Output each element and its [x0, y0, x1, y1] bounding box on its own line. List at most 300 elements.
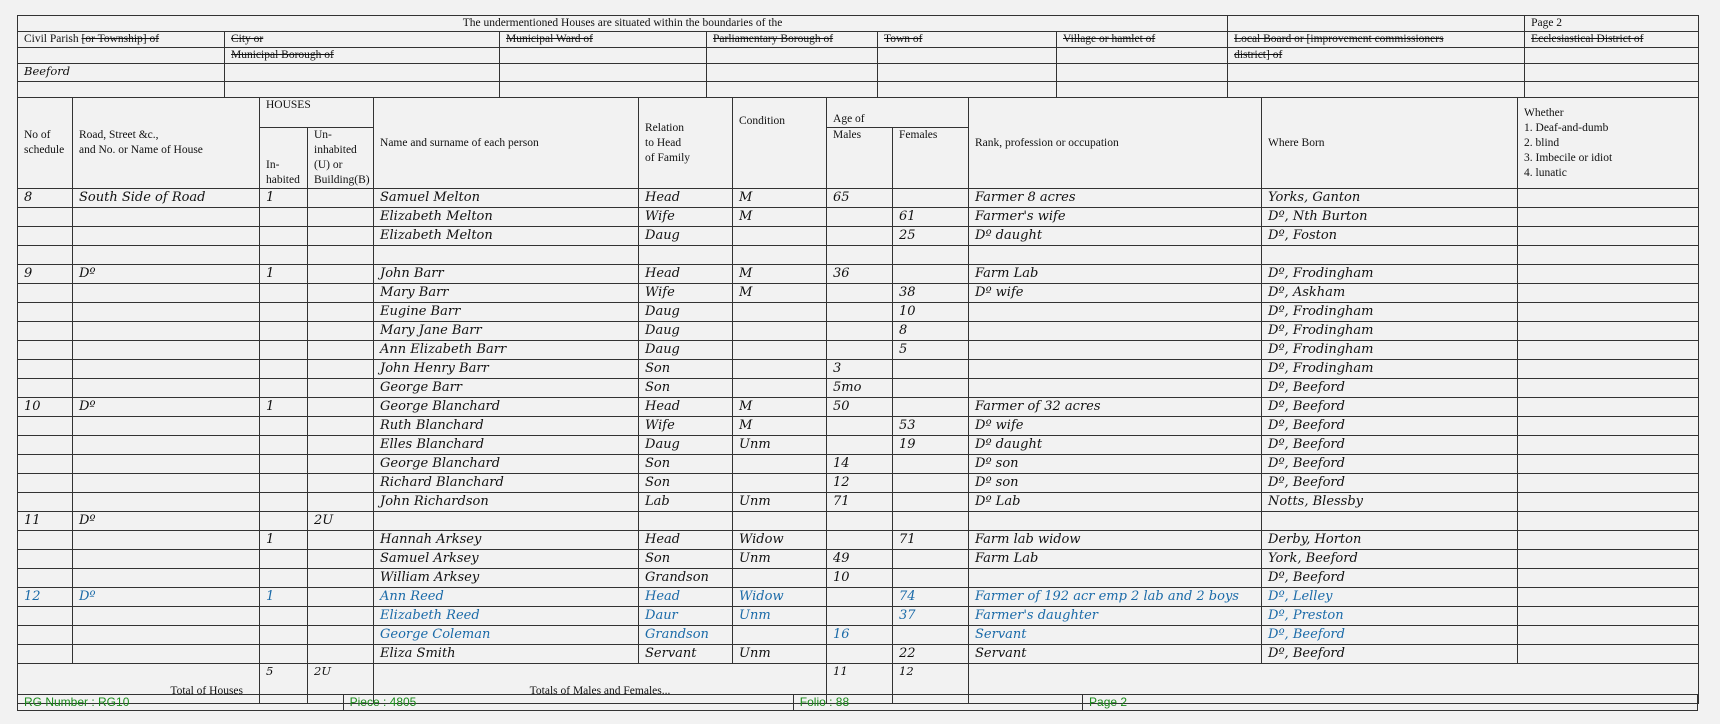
occupation-cell — [969, 302, 1262, 321]
total-females: 12 — [893, 663, 969, 703]
uninhabited-cell — [308, 321, 374, 340]
condition-cell — [733, 625, 827, 644]
total-uninhabited: 2U — [308, 663, 374, 703]
parliamentary-borough-label: Parliamentary Borough of — [707, 32, 878, 48]
where-born-cell: Dº, Beeford — [1262, 397, 1518, 416]
table-row — [18, 378, 1699, 397]
inhabited-cell — [260, 378, 308, 397]
disability-cell — [1518, 246, 1699, 265]
age-male-cell: 10 — [827, 568, 893, 587]
road-name-cell — [73, 549, 260, 568]
table-row — [18, 227, 1699, 246]
schedule-no-cell — [18, 492, 73, 511]
where-born-cell — [1262, 511, 1518, 530]
inhabited-cell: 1 — [260, 530, 308, 549]
uninhabited-cell — [308, 435, 374, 454]
occupation-cell: Dº wife — [969, 283, 1262, 302]
table-row — [18, 340, 1699, 359]
uninhabited-cell — [308, 644, 374, 663]
inhabited-cell — [260, 227, 308, 246]
inhabited-cell — [260, 321, 308, 340]
person-name-cell: Samuel Melton — [374, 189, 639, 208]
table-row — [18, 568, 1699, 587]
disability-cell — [1518, 492, 1699, 511]
person-name-cell: George Coleman — [374, 625, 639, 644]
person-name-cell: Eugine Barr — [374, 302, 639, 321]
age-female-cell: 8 — [893, 321, 969, 340]
occupation-cell: Dº wife — [969, 416, 1262, 435]
uninhabited-cell — [308, 492, 374, 511]
disability-cell — [1518, 227, 1699, 246]
table-row — [18, 283, 1699, 302]
relation-cell: Son — [639, 359, 733, 378]
village-label: Village or hamlet of — [1057, 32, 1228, 48]
col-relation-header: Relation to Head of Family — [639, 98, 733, 189]
table-row — [18, 189, 1699, 208]
table-row — [18, 302, 1699, 321]
inhabited-cell — [260, 568, 308, 587]
where-born-cell: Dº, Beeford — [1262, 644, 1518, 663]
col-schedule-header: No of schedule — [18, 98, 73, 189]
relation-cell: Daug — [639, 302, 733, 321]
disability-cell — [1518, 511, 1699, 530]
occupation-cell — [969, 246, 1262, 265]
road-name-cell — [73, 378, 260, 397]
age-female-cell — [893, 568, 969, 587]
uninhabited-cell — [308, 283, 374, 302]
schedule-table — [17, 97, 1699, 704]
person-name-cell: Hannah Arksey — [374, 530, 639, 549]
city-label: City or — [225, 32, 500, 48]
road-name-cell: Dº — [73, 397, 260, 416]
age-male-cell: 5mo — [827, 378, 893, 397]
age-female-cell — [893, 625, 969, 644]
inhabited-cell — [260, 492, 308, 511]
uninhabited-cell — [308, 397, 374, 416]
relation-cell: Wife — [639, 416, 733, 435]
person-name-cell: John Richardson — [374, 492, 639, 511]
where-born-cell: Notts, Blessby — [1262, 492, 1518, 511]
where-born-cell: York, Beeford — [1262, 549, 1518, 568]
table-row — [18, 644, 1699, 663]
where-born-cell: Dº, Askham — [1262, 283, 1518, 302]
person-name-cell: Richard Blanchard — [374, 473, 639, 492]
table-row — [18, 454, 1699, 473]
disability-cell — [1518, 530, 1699, 549]
disability-cell — [1518, 208, 1699, 227]
age-male-cell — [827, 644, 893, 663]
disability-cell — [1518, 283, 1699, 302]
person-name-cell: John Barr — [374, 264, 639, 283]
condition-cell: Unm — [733, 492, 827, 511]
col-uninhabited-header: Un- inhabited (U) or Building(B) — [308, 128, 374, 189]
occupation-cell: Dº daught — [969, 227, 1262, 246]
age-male-cell: 3 — [827, 359, 893, 378]
age-male-cell: 65 — [827, 189, 893, 208]
person-name-cell: John Henry Barr — [374, 359, 639, 378]
disability-cell — [1518, 302, 1699, 321]
occupation-cell: Farm lab widow — [969, 530, 1262, 549]
condition-cell — [733, 378, 827, 397]
condition-cell: Unm — [733, 549, 827, 568]
ecclesiastical-label: Ecclesiastical District of — [1525, 32, 1699, 48]
inhabited-cell: 1 — [260, 264, 308, 283]
table-row — [18, 492, 1699, 511]
age-female-cell: 61 — [893, 208, 969, 227]
where-born-cell: Dº, Preston — [1262, 606, 1518, 625]
relation-cell: Head — [639, 587, 733, 606]
uninhabited-cell — [308, 568, 374, 587]
condition-cell — [733, 246, 827, 265]
inhabited-cell — [260, 606, 308, 625]
road-name-cell — [73, 492, 260, 511]
disability-cell — [1518, 644, 1699, 663]
age-female-cell — [893, 549, 969, 568]
person-name-cell: Elles Blanchard — [374, 435, 639, 454]
uninhabited-cell — [308, 302, 374, 321]
person-name-cell: Mary Barr — [374, 283, 639, 302]
disability-cell — [1518, 454, 1699, 473]
condition-cell — [733, 511, 827, 530]
occupation-cell: Dº Lab — [969, 492, 1262, 511]
relation-cell: Head — [639, 397, 733, 416]
occupation-cell: Farmer's wife — [969, 208, 1262, 227]
relation-cell — [639, 511, 733, 530]
road-name-cell — [73, 208, 260, 227]
table-row — [18, 587, 1699, 606]
local-board-label-line2: district] of — [1228, 48, 1525, 64]
person-name-cell: Elizabeth Reed — [374, 606, 639, 625]
header-blank-cell — [1228, 16, 1525, 32]
uninhabited-cell — [308, 549, 374, 568]
inhabited-cell: 1 — [260, 397, 308, 416]
rg-number: RG Number : RG10 — [18, 695, 344, 711]
age-female-cell — [893, 473, 969, 492]
occupation-cell: Farmer's daughter — [969, 606, 1262, 625]
where-born-cell: Dº, Beeford — [1262, 416, 1518, 435]
uninhabited-cell — [308, 530, 374, 549]
uninhabited-cell — [308, 189, 374, 208]
person-name-cell: Eliza Smith — [374, 644, 639, 663]
schedule-no-cell: 11 — [18, 511, 73, 530]
road-name-cell — [73, 283, 260, 302]
inhabited-cell: 1 — [260, 587, 308, 606]
total-persons-label: Totals of Males and Females... — [374, 663, 827, 703]
age-male-cell: 71 — [827, 492, 893, 511]
boundary-text: The undermentioned Houses are situated within the boundaries of the — [18, 16, 1228, 32]
road-name-cell: South Side of Road — [73, 189, 260, 208]
where-born-cell: Dº, Beeford — [1262, 625, 1518, 644]
schedule-no-cell — [18, 644, 73, 663]
inhabited-cell — [260, 246, 308, 265]
inhabited-cell: 1 — [260, 189, 308, 208]
schedule-no-cell — [18, 625, 73, 644]
uninhabited-cell — [308, 454, 374, 473]
table-row — [18, 625, 1699, 644]
uninhabited-cell — [308, 246, 374, 265]
age-male-cell — [827, 340, 893, 359]
condition-cell: M — [733, 208, 827, 227]
relation-cell: Son — [639, 454, 733, 473]
where-born-cell: Yorks, Ganton — [1262, 189, 1518, 208]
uninhabited-cell — [308, 625, 374, 644]
where-born-cell: Dº, Beeford — [1262, 454, 1518, 473]
age-male-cell — [827, 283, 893, 302]
occupation-cell: Servant — [969, 625, 1262, 644]
age-male-cell — [827, 587, 893, 606]
road-name-cell — [73, 644, 260, 663]
inhabited-cell — [260, 625, 308, 644]
schedule-no-cell — [18, 321, 73, 340]
age-female-cell — [893, 511, 969, 530]
condition-cell — [733, 302, 827, 321]
person-name-cell: Samuel Arksey — [374, 549, 639, 568]
schedule-no-cell — [18, 283, 73, 302]
condition-cell — [733, 321, 827, 340]
relation-cell: Daug — [639, 227, 733, 246]
age-male-cell — [827, 511, 893, 530]
schedule-no-cell: 8 — [18, 189, 73, 208]
road-name-cell — [73, 454, 260, 473]
road-name-cell — [73, 302, 260, 321]
uninhabited-cell — [308, 227, 374, 246]
person-name-cell: Ann Reed — [374, 587, 639, 606]
condition-cell: M — [733, 189, 827, 208]
relation-cell: Head — [639, 189, 733, 208]
civil-parish-label: Civil Parish [or Township] of — [18, 32, 225, 48]
disability-cell — [1518, 625, 1699, 644]
col-age-header: Age of — [827, 98, 969, 128]
disability-cell — [1518, 189, 1699, 208]
col-females-header: Females — [893, 128, 969, 189]
disability-cell — [1518, 587, 1699, 606]
schedule-no-cell — [18, 549, 73, 568]
schedule-no-cell — [18, 606, 73, 625]
road-name-cell: Dº — [73, 264, 260, 283]
schedule-no-cell — [18, 530, 73, 549]
road-name-cell: Dº — [73, 511, 260, 530]
relation-cell: Lab — [639, 492, 733, 511]
uninhabited-cell — [308, 208, 374, 227]
person-name-cell: Mary Jane Barr — [374, 321, 639, 340]
age-female-cell — [893, 246, 969, 265]
where-born-cell: Dº, Foston — [1262, 227, 1518, 246]
person-name-cell: George Blanchard — [374, 454, 639, 473]
inhabited-cell — [260, 435, 308, 454]
age-male-cell: 14 — [827, 454, 893, 473]
uninhabited-cell — [308, 264, 374, 283]
occupation-cell — [969, 340, 1262, 359]
age-male-cell — [827, 530, 893, 549]
col-road-header: Road, Street &c., and No. or Name of House — [73, 98, 260, 189]
schedule-no-cell — [18, 340, 73, 359]
condition-cell — [733, 568, 827, 587]
inhabited-cell — [260, 416, 308, 435]
table-row — [18, 606, 1699, 625]
schedule-no-cell — [18, 568, 73, 587]
total-houses-label: Total of Houses — [18, 663, 260, 703]
road-name-cell — [73, 435, 260, 454]
relation-cell: Servant — [639, 644, 733, 663]
where-born-cell: Dº, Nth Burton — [1262, 208, 1518, 227]
road-name-cell — [73, 625, 260, 644]
schedule-no-cell — [18, 378, 73, 397]
age-female-cell — [893, 359, 969, 378]
where-born-cell: Derby, Horton — [1262, 530, 1518, 549]
age-male-cell — [827, 246, 893, 265]
road-name-cell — [73, 227, 260, 246]
table-row — [18, 549, 1699, 568]
table-row — [18, 246, 1699, 265]
relation-cell — [639, 246, 733, 265]
person-name-cell: Elizabeth Melton — [374, 208, 639, 227]
inhabited-cell — [260, 340, 308, 359]
schedule-no-cell — [18, 246, 73, 265]
age-female-cell: 19 — [893, 435, 969, 454]
where-born-cell: Dº, Frodingham — [1262, 321, 1518, 340]
parish-value: Beeford — [18, 64, 225, 82]
condition-cell: Unm — [733, 606, 827, 625]
disability-cell — [1518, 549, 1699, 568]
uninhabited-cell — [308, 587, 374, 606]
schedule-no-cell — [18, 435, 73, 454]
age-female-cell: 37 — [893, 606, 969, 625]
inhabited-cell — [260, 511, 308, 530]
relation-cell: Grandson — [639, 568, 733, 587]
disability-cell — [1518, 606, 1699, 625]
age-female-cell — [893, 492, 969, 511]
inhabited-cell — [260, 302, 308, 321]
occupation-cell: Farm Lab — [969, 264, 1262, 283]
where-born-cell: Dº, Frodingham — [1262, 359, 1518, 378]
schedule-no-cell — [18, 208, 73, 227]
age-male-cell: 49 — [827, 549, 893, 568]
inhabited-cell — [260, 549, 308, 568]
disability-cell — [1518, 321, 1699, 340]
condition-cell: Unm — [733, 435, 827, 454]
age-male-cell — [827, 302, 893, 321]
relation-cell: Daug — [639, 321, 733, 340]
person-name-cell: Elizabeth Melton — [374, 227, 639, 246]
inhabited-cell — [260, 473, 308, 492]
occupation-cell: Farmer 8 acres — [969, 189, 1262, 208]
inhabited-cell — [260, 644, 308, 663]
uninhabited-cell: 2U — [308, 511, 374, 530]
schedule-no-cell — [18, 454, 73, 473]
road-name-cell — [73, 606, 260, 625]
schedule-no-cell: 12 — [18, 587, 73, 606]
relation-cell: Son — [639, 473, 733, 492]
condition-cell: M — [733, 416, 827, 435]
age-male-cell — [827, 606, 893, 625]
piece-number: Piece : 4805 — [343, 695, 793, 711]
uninhabited-cell — [308, 416, 374, 435]
col-males-header: Males — [827, 128, 893, 189]
road-name-cell — [73, 416, 260, 435]
age-female-cell — [893, 189, 969, 208]
condition-cell: M — [733, 264, 827, 283]
age-female-cell: 22 — [893, 644, 969, 663]
occupation-cell — [969, 511, 1262, 530]
occupation-cell: Dº daught — [969, 435, 1262, 454]
road-name-cell — [73, 530, 260, 549]
total-inhabited: 5 — [260, 663, 308, 703]
where-born-cell: Dº, Beeford — [1262, 378, 1518, 397]
municipal-ward-label: Municipal Ward of — [500, 32, 707, 48]
col-occupation-header: Rank, profession or occupation — [969, 98, 1262, 189]
town-label: Town of — [878, 32, 1057, 48]
table-row — [18, 511, 1699, 530]
reference-strip — [17, 694, 1698, 711]
table-row — [18, 416, 1699, 435]
col-whether-header: Whether 1. Deaf-and-dumb 2. blind 3. Imbecile or idiot 4. lunatic — [1518, 98, 1699, 189]
schedule-no-cell: 9 — [18, 264, 73, 283]
condition-cell: M — [733, 283, 827, 302]
person-name-cell — [374, 246, 639, 265]
disability-cell — [1518, 378, 1699, 397]
occupation-cell — [969, 321, 1262, 340]
where-born-cell: Dº, Beeford — [1262, 435, 1518, 454]
inhabited-cell — [260, 283, 308, 302]
col-name-header: Name and surname of each person — [374, 98, 639, 189]
age-female-cell: 53 — [893, 416, 969, 435]
table-row — [18, 530, 1699, 549]
relation-cell: Head — [639, 264, 733, 283]
disability-cell — [1518, 359, 1699, 378]
where-born-cell: Dº, Beeford — [1262, 473, 1518, 492]
occupation-cell: Dº son — [969, 454, 1262, 473]
relation-cell: Daug — [639, 435, 733, 454]
uninhabited-cell — [308, 340, 374, 359]
relation-cell: Son — [639, 378, 733, 397]
age-male-cell: 36 — [827, 264, 893, 283]
relation-cell: Wife — [639, 283, 733, 302]
age-female-cell: 38 — [893, 283, 969, 302]
condition-cell: Widow — [733, 587, 827, 606]
road-name-cell — [73, 359, 260, 378]
condition-cell: Unm — [733, 644, 827, 663]
road-name-cell: Dº — [73, 587, 260, 606]
relation-cell: Head — [639, 530, 733, 549]
relation-cell: Daug — [639, 340, 733, 359]
condition-cell: M — [733, 397, 827, 416]
occupation-cell: Dº son — [969, 473, 1262, 492]
local-board-label: Local Board or [improvement commissioners — [1228, 32, 1525, 48]
uninhabited-cell — [308, 359, 374, 378]
schedule-no-cell — [18, 227, 73, 246]
table-row — [18, 473, 1699, 492]
occupation-cell: Farmer of 192 acr emp 2 lab and 2 boys — [969, 587, 1262, 606]
occupation-cell: Farm Lab — [969, 549, 1262, 568]
age-female-cell: 5 — [893, 340, 969, 359]
person-name-cell: George Blanchard — [374, 397, 639, 416]
table-row — [18, 435, 1699, 454]
relation-cell: Son — [639, 549, 733, 568]
age-female-cell — [893, 264, 969, 283]
table-row — [18, 208, 1699, 227]
disability-cell — [1518, 397, 1699, 416]
occupation-cell — [969, 359, 1262, 378]
age-male-cell — [827, 208, 893, 227]
condition-cell — [733, 359, 827, 378]
schedule-no-cell: 10 — [18, 397, 73, 416]
schedule-no-cell — [18, 473, 73, 492]
person-name-cell: Ann Elizabeth Barr — [374, 340, 639, 359]
where-born-cell: Dº, Frodingham — [1262, 340, 1518, 359]
disability-cell — [1518, 568, 1699, 587]
col-condition-header: Condition — [733, 98, 827, 189]
where-born-cell: Dº, Frodingham — [1262, 264, 1518, 283]
